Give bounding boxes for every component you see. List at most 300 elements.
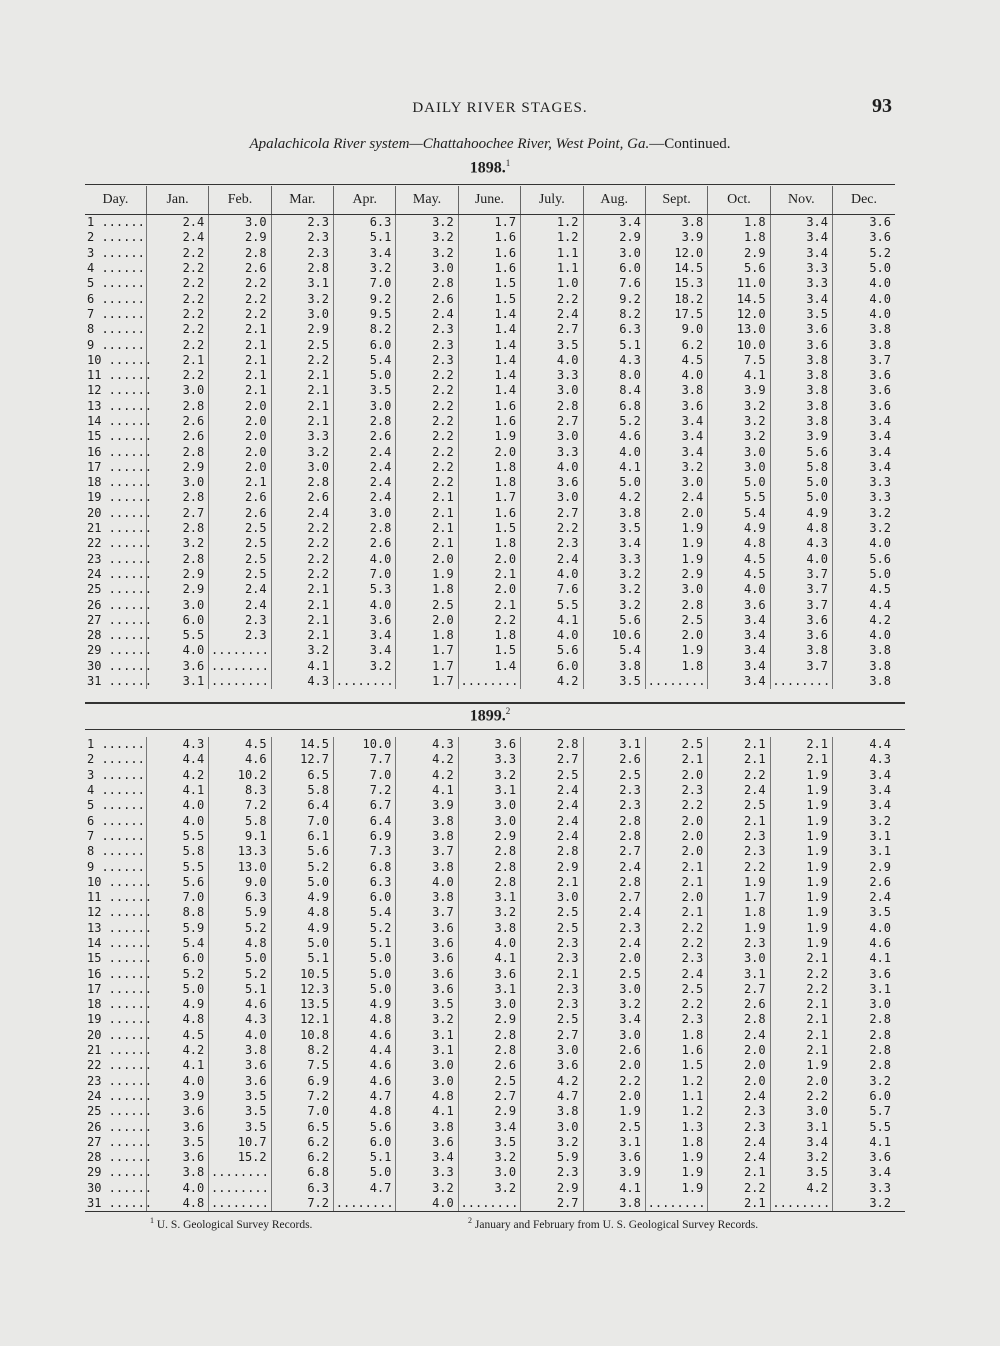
stage-value: 5.0: [271, 936, 333, 951]
stage-value: 4.6: [583, 429, 645, 444]
stage-value: 2.1: [209, 322, 271, 337]
stage-value: 4.3: [833, 752, 896, 767]
stage-value: 1.4: [458, 353, 520, 368]
stage-value: 2.8: [334, 521, 396, 536]
stage-value: 4.1: [583, 1181, 645, 1196]
stage-value: 2.2: [146, 246, 208, 261]
stage-value: 3.6: [833, 383, 896, 398]
day-label: 7 ......: [87, 306, 145, 321]
stage-value: 2.7: [521, 1028, 583, 1043]
stage-value: 3.6: [396, 921, 458, 936]
stage-value: 9.0: [209, 875, 271, 890]
stage-value: 2.8: [396, 276, 458, 291]
stage-value: 4.0: [396, 875, 458, 890]
stage-value: 2.2: [396, 475, 458, 490]
stage-value: 2.1: [271, 582, 333, 597]
stage-value: 2.9: [521, 859, 583, 874]
stage-value: 2.6: [271, 490, 333, 505]
stage-value: 2.1: [770, 997, 832, 1012]
column-header-day: Day.: [85, 186, 146, 215]
stage-value: 2.1: [271, 597, 333, 612]
stage-value: 3.8: [521, 1104, 583, 1119]
stage-value: 4.6: [334, 1028, 396, 1043]
stage-value: 4.8: [770, 521, 832, 536]
stage-value: 2.1: [396, 536, 458, 551]
stage-value: 2.8: [521, 844, 583, 859]
stage-value: 3.6: [833, 230, 896, 245]
stage-value: 2.2: [146, 307, 208, 322]
stage-value: 1.6: [458, 261, 520, 276]
stage-value: 2.5: [645, 737, 707, 752]
stage-value: 2.0: [209, 444, 271, 459]
table-row: [85, 506, 895, 521]
stage-value: 3.1: [833, 844, 896, 859]
stage-value: 5.3: [334, 582, 396, 597]
day-label: 31 ......: [87, 674, 153, 689]
stage-value: 3.6: [770, 613, 832, 628]
day-label: 24 ......: [87, 566, 153, 581]
stage-value: 3.0: [583, 1028, 645, 1043]
stage-value: 12.3: [271, 982, 333, 997]
stage-value: 4.0: [583, 444, 645, 459]
stage-value: 2.6: [583, 752, 645, 767]
stage-value: 5.8: [271, 783, 333, 798]
stage-value: 2.0: [645, 813, 707, 828]
stage-value: 3.1: [833, 829, 896, 844]
stage-value: 3.3: [396, 1165, 458, 1180]
stage-value: 3.4: [770, 215, 832, 231]
stage-value: 4.0: [334, 552, 396, 567]
stage-value: 3.4: [833, 783, 896, 798]
stage-value: 4.0: [833, 291, 896, 306]
stage-value: 4.6: [209, 997, 271, 1012]
stage-value: 3.4: [645, 444, 707, 459]
stage-value: 3.2: [458, 1150, 520, 1165]
column-header-month: Dec.: [833, 186, 896, 215]
stage-value: 5.8: [770, 460, 832, 475]
table-1899: [85, 737, 895, 1211]
stage-value: 5.0: [334, 951, 396, 966]
stage-value: 2.1: [396, 490, 458, 505]
stage-value: 5.5: [146, 829, 208, 844]
stage-value: 2.9: [458, 1012, 520, 1027]
stage-value: 3.8: [209, 1043, 271, 1058]
stage-value: 3.3: [583, 552, 645, 567]
stage-value: 3.2: [583, 597, 645, 612]
stage-value: 1.6: [458, 246, 520, 261]
stage-value: 2.2: [271, 353, 333, 368]
column-header-month: June.: [458, 186, 520, 215]
stage-value: 6.3: [334, 875, 396, 890]
stage-value: 2.4: [833, 890, 896, 905]
stage-value: 4.9: [271, 921, 333, 936]
stage-value: 2.8: [458, 844, 520, 859]
stage-value: 4.4: [334, 1043, 396, 1058]
stage-value: 3.1: [271, 276, 333, 291]
year-1899-label: 1899.: [469, 707, 506, 725]
stage-value: 2.8: [209, 246, 271, 261]
stage-value: 1.9: [645, 552, 707, 567]
stage-value: 3.8: [396, 1119, 458, 1134]
table-row: [85, 768, 895, 783]
stage-value: 7.7: [334, 752, 396, 767]
stage-value: 3.7: [770, 597, 832, 612]
stage-value: 3.5: [583, 674, 645, 689]
stage-value: 2.8: [458, 1028, 520, 1043]
stage-value: 3.8: [833, 674, 896, 689]
stage-value: 3.9: [645, 230, 707, 245]
stage-value: 7.3: [334, 844, 396, 859]
stage-value: 2.3: [708, 936, 770, 951]
stage-value: 2.8: [833, 1012, 896, 1027]
stage-value: 2.2: [645, 798, 707, 813]
stage-value: 6.0: [833, 1089, 896, 1104]
stage-value: 5.1: [271, 951, 333, 966]
stage-value: 1.4: [458, 368, 520, 383]
stage-value: 4.4: [833, 737, 896, 752]
stage-value: 3.2: [396, 1181, 458, 1196]
stage-value: 3.0: [521, 490, 583, 505]
stage-value: 3.8: [770, 368, 832, 383]
stage-value: 2.4: [521, 552, 583, 567]
table-row: [85, 368, 895, 383]
table-row: [85, 813, 895, 828]
stage-value: 3.0: [146, 475, 208, 490]
stage-value: 4.0: [645, 368, 707, 383]
stage-value: 2.5: [583, 1119, 645, 1134]
stage-value: 2.2: [396, 414, 458, 429]
stage-value: 3.3: [458, 752, 520, 767]
stage-value: ........: [209, 1165, 271, 1180]
stage-value: 2.2: [271, 536, 333, 551]
stage-value: 2.1: [271, 399, 333, 414]
stage-value: 3.2: [708, 429, 770, 444]
stage-value: 3.4: [770, 291, 832, 306]
stage-value: 3.9: [770, 429, 832, 444]
stage-value: 6.5: [271, 1119, 333, 1134]
stage-value: 3.6: [521, 475, 583, 490]
stage-value: 1.7: [458, 215, 520, 231]
stage-value: 4.0: [833, 921, 896, 936]
stage-value: 1.7: [396, 674, 458, 689]
stage-value: 10.6: [583, 628, 645, 643]
stage-value: 1.5: [645, 1058, 707, 1073]
stage-value: 6.2: [271, 1135, 333, 1150]
stage-value: 2.1: [271, 628, 333, 643]
table-row: [85, 1074, 895, 1089]
stage-value: 3.0: [521, 429, 583, 444]
year-heading-1899: [0, 706, 980, 725]
stage-value: 1.8: [396, 582, 458, 597]
stage-value: 4.0: [833, 276, 896, 291]
stage-value: 6.3: [334, 215, 396, 231]
running-head: DAILY RIVER STAGES.: [412, 100, 588, 116]
table-row: [85, 829, 895, 844]
stage-value: 3.6: [146, 1119, 208, 1134]
stage-value: 2.8: [583, 813, 645, 828]
stage-value: 1.8: [645, 1135, 707, 1150]
stage-value: 4.0: [770, 552, 832, 567]
stage-value: 3.2: [583, 997, 645, 1012]
stage-value: 3.4: [833, 444, 896, 459]
table-row: [85, 536, 895, 551]
stage-value: 2.4: [708, 783, 770, 798]
stage-value: 5.6: [271, 844, 333, 859]
stage-value: 5.0: [583, 475, 645, 490]
table-row: [85, 230, 895, 245]
stage-value: 4.3: [271, 674, 333, 689]
stage-value: 2.9: [458, 1104, 520, 1119]
stage-value: 2.4: [271, 506, 333, 521]
stage-value: 4.0: [146, 643, 208, 658]
stage-value: 2.5: [521, 921, 583, 936]
stage-value: 2.8: [146, 552, 208, 567]
stage-value: 3.2: [583, 582, 645, 597]
stage-value: 10.0: [334, 737, 396, 752]
table-row: [85, 582, 895, 597]
stage-value: 2.3: [396, 322, 458, 337]
stage-value: 2.4: [645, 490, 707, 505]
column-header-month: Oct.: [708, 186, 770, 215]
stage-value: 3.0: [271, 460, 333, 475]
stage-value: 2.6: [583, 1043, 645, 1058]
stage-value: 6.0: [334, 890, 396, 905]
stage-value: 2.1: [521, 966, 583, 981]
stage-value: 5.0: [271, 875, 333, 890]
stage-value: 3.4: [833, 460, 896, 475]
stage-value: 2.8: [458, 859, 520, 874]
stage-value: 3.6: [146, 659, 208, 674]
day-label: 22 ......: [87, 536, 153, 551]
stage-value: 2.8: [458, 875, 520, 890]
stage-value: 3.2: [521, 1135, 583, 1150]
table-row: [85, 921, 895, 936]
stage-value: 2.4: [583, 905, 645, 920]
day-label: 11 ......: [87, 890, 153, 905]
stage-value: 2.8: [146, 490, 208, 505]
stage-value: 2.4: [521, 307, 583, 322]
stage-value: 3.0: [521, 890, 583, 905]
stage-value: 1.2: [645, 1074, 707, 1089]
stage-value: 3.4: [770, 246, 832, 261]
stage-value: 3.6: [833, 966, 896, 981]
stage-value: 2.7: [521, 506, 583, 521]
stage-value: 3.7: [770, 659, 832, 674]
stage-value: 3.6: [770, 337, 832, 352]
stage-value: 2.5: [458, 1074, 520, 1089]
stage-value: 3.0: [458, 798, 520, 813]
footnote-2-mark: 2: [468, 1216, 472, 1225]
day-label: 23 ......: [87, 1073, 153, 1088]
stage-value: 3.2: [645, 460, 707, 475]
day-label: 8 ......: [87, 844, 145, 859]
stage-value: 2.4: [334, 460, 396, 475]
stage-value: 1.8: [645, 1028, 707, 1043]
stage-value: 3.0: [271, 307, 333, 322]
stage-value: 4.1: [146, 1058, 208, 1073]
stage-value: 4.3: [770, 536, 832, 551]
day-label: 6 ......: [87, 813, 145, 828]
stage-value: 2.9: [645, 567, 707, 582]
table-row: [85, 890, 895, 905]
stage-value: 4.7: [334, 1181, 396, 1196]
stage-value: 9.0: [645, 322, 707, 337]
stage-value: 2.4: [708, 1150, 770, 1165]
stage-value: 3.0: [396, 1058, 458, 1073]
stage-value: 3.4: [833, 429, 896, 444]
stage-value: 2.4: [583, 859, 645, 874]
stage-value: 1.5: [458, 643, 520, 658]
stage-value: 2.7: [521, 414, 583, 429]
stage-value: 2.0: [645, 628, 707, 643]
stage-value: 3.8: [396, 859, 458, 874]
stage-value: 1.9: [645, 1150, 707, 1165]
stage-value: 6.0: [521, 659, 583, 674]
day-label: 19 ......: [87, 490, 153, 505]
stage-value: 2.1: [708, 752, 770, 767]
stage-value: 2.1: [396, 521, 458, 536]
day-label: 29 ......: [87, 1165, 153, 1180]
stage-value: ........: [209, 1196, 271, 1211]
day-label: 22 ......: [87, 1058, 153, 1073]
stage-value: 2.1: [271, 613, 333, 628]
table-row: [85, 1165, 895, 1180]
stage-value: 7.5: [271, 1058, 333, 1073]
day-label: 9 ......: [87, 859, 145, 874]
stage-value: 1.9: [458, 429, 520, 444]
table-row: [85, 1028, 895, 1043]
stage-value: 2.8: [833, 1058, 896, 1073]
day-label: 5 ......: [87, 798, 145, 813]
stage-value: 3.3: [521, 444, 583, 459]
stage-value: 4.2: [583, 490, 645, 505]
stage-value: 3.5: [770, 1165, 832, 1180]
stage-value: 2.6: [146, 414, 208, 429]
stage-value: 7.0: [146, 890, 208, 905]
stage-value: 3.1: [458, 982, 520, 997]
stage-value: 4.5: [209, 737, 271, 752]
stage-value: 5.2: [583, 414, 645, 429]
stage-value: 6.9: [334, 829, 396, 844]
stage-value: 4.1: [458, 951, 520, 966]
table-row: [85, 1196, 895, 1211]
stage-value: 1.9: [708, 875, 770, 890]
stage-value: 3.2: [833, 1074, 896, 1089]
stage-value: 1.8: [708, 230, 770, 245]
stage-value: 2.8: [521, 399, 583, 414]
stage-value: 7.2: [209, 798, 271, 813]
day-label: 18 ......: [87, 475, 153, 490]
stage-value: 3.0: [334, 399, 396, 414]
stage-value: 2.4: [708, 1089, 770, 1104]
stage-value: 4.0: [521, 567, 583, 582]
stage-value: 5.0: [708, 475, 770, 490]
stage-value: 1.9: [645, 521, 707, 536]
day-label: 4 ......: [87, 783, 145, 798]
stage-value: 2.0: [458, 444, 520, 459]
stage-value: 1.7: [708, 890, 770, 905]
stage-value: 2.2: [583, 1074, 645, 1089]
stage-value: 5.5: [708, 490, 770, 505]
stage-value: 2.3: [645, 783, 707, 798]
stage-value: 2.8: [146, 444, 208, 459]
stage-value: 14.5: [645, 261, 707, 276]
stage-value: 2.1: [271, 368, 333, 383]
stage-value: 3.0: [708, 951, 770, 966]
table-row: [85, 643, 895, 658]
stage-value: 3.6: [396, 951, 458, 966]
table-row: [85, 982, 895, 997]
stage-value: 4.1: [583, 460, 645, 475]
stage-value: 2.8: [146, 399, 208, 414]
stage-value: 2.5: [583, 966, 645, 981]
stage-value: 18.2: [645, 291, 707, 306]
day-label: 10 ......: [87, 874, 153, 889]
stage-value: 3.8: [458, 921, 520, 936]
table-row: [85, 783, 895, 798]
stage-value: 5.2: [334, 921, 396, 936]
stage-value: 4.1: [396, 1104, 458, 1119]
stage-value: 8.8: [146, 905, 208, 920]
stage-value: 5.1: [583, 337, 645, 352]
stage-value: 2.3: [521, 951, 583, 966]
stage-value: 4.0: [708, 582, 770, 597]
stage-value: 2.2: [271, 521, 333, 536]
stage-value: 3.4: [458, 1119, 520, 1134]
stage-value: 1.4: [458, 337, 520, 352]
stage-value: ........: [645, 1196, 707, 1211]
stage-value: 3.8: [583, 506, 645, 521]
stage-value: 5.0: [770, 490, 832, 505]
table-row: [85, 552, 895, 567]
footnote-1-mark: 1: [150, 1216, 154, 1225]
stage-value: 4.1: [396, 783, 458, 798]
stage-value: 2.6: [146, 429, 208, 444]
stage-value: 1.0: [521, 276, 583, 291]
stage-value: 2.0: [458, 552, 520, 567]
stage-value: 2.2: [521, 291, 583, 306]
stage-value: 3.4: [645, 414, 707, 429]
stage-value: 4.8: [146, 1012, 208, 1027]
stage-value: 1.7: [396, 659, 458, 674]
stage-value: 6.0: [334, 1135, 396, 1150]
stage-value: 6.0: [146, 951, 208, 966]
day-label: 3 ......: [87, 245, 145, 260]
stage-value: 3.8: [770, 643, 832, 658]
stage-value: 1.9: [770, 813, 832, 828]
stage-value: 6.2: [271, 1150, 333, 1165]
stage-value: 5.8: [209, 813, 271, 828]
stage-value: 5.6: [521, 643, 583, 658]
stage-value: 6.2: [645, 337, 707, 352]
stage-value: 4.3: [396, 737, 458, 752]
stage-value: 7.0: [334, 768, 396, 783]
stage-value: 2.8: [583, 875, 645, 890]
stage-value: ........: [458, 1196, 520, 1211]
stage-value: 10.0: [708, 337, 770, 352]
stage-value: 10.2: [209, 768, 271, 783]
stage-value: 2.1: [209, 353, 271, 368]
stage-value: 3.9: [708, 383, 770, 398]
stage-value: 11.0: [708, 276, 770, 291]
stage-value: 3.0: [396, 1074, 458, 1089]
stage-value: 3.2: [458, 1181, 520, 1196]
stage-value: 3.0: [458, 1165, 520, 1180]
stage-value: 6.0: [583, 261, 645, 276]
stage-value: 2.1: [645, 875, 707, 890]
stage-value: 5.6: [146, 875, 208, 890]
table-row: [85, 1012, 895, 1027]
